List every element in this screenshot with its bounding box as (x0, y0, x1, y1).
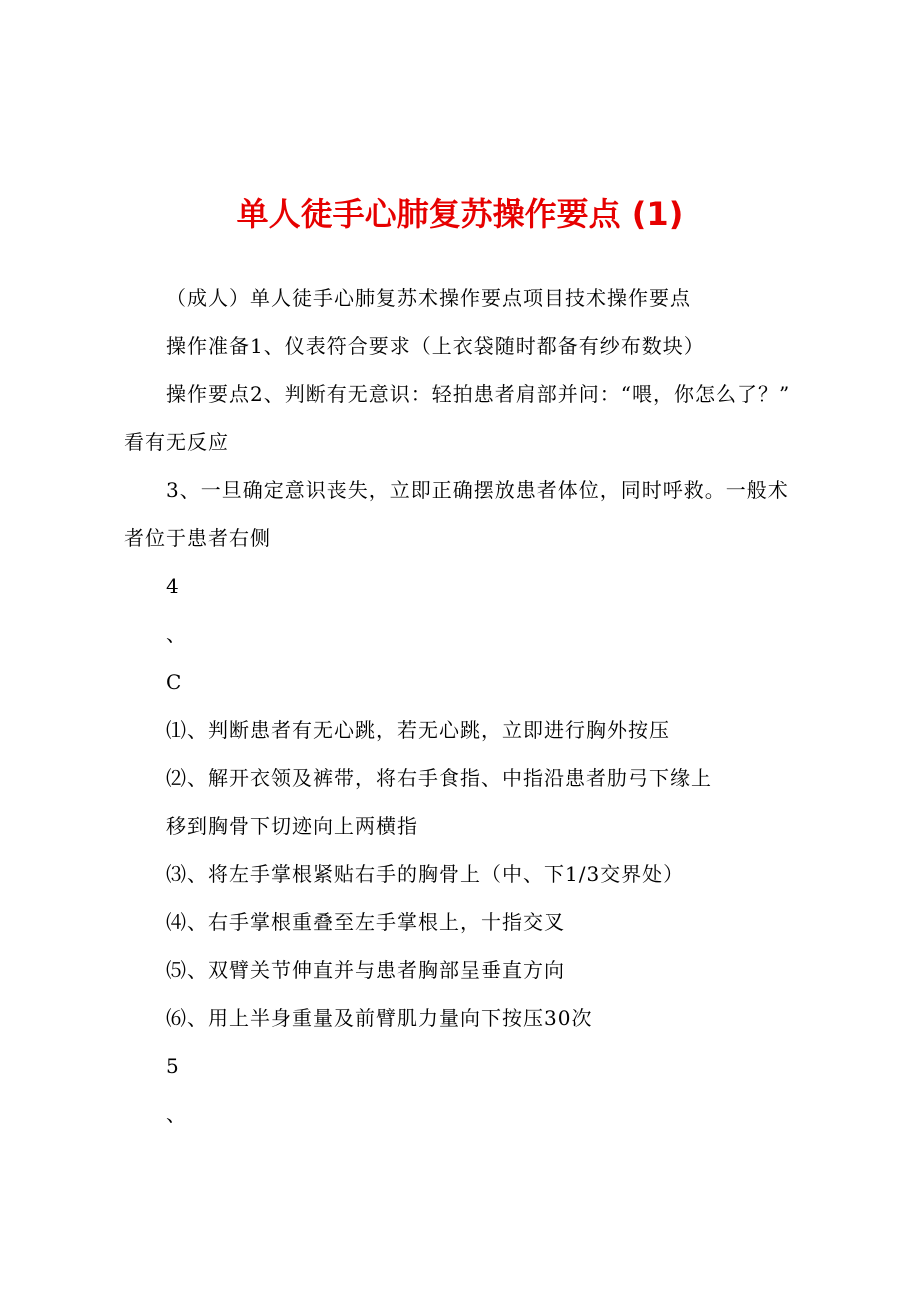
paragraph-line: 操作准备1、仪表符合要求（上衣袋随时都备有纱布数块） (166, 334, 705, 358)
paragraph-line: （成人）单人徒手心肺复苏术操作要点项目技术操作要点 (166, 286, 691, 310)
paragraph-line: ⑵、解开衣领及裤带，将右手食指、中指沿患者肋弓下缘上 (166, 766, 712, 790)
paragraph-line: 、 (166, 622, 187, 646)
paragraph-line: ⑷、右手掌根重叠至左手掌根上，十指交叉 (166, 910, 565, 934)
paragraph-line: ⑶、将左手掌根紧贴右手的胸骨上（中、下1/3交界处） (166, 862, 685, 886)
paragraph-line: 3、一旦确定意识丧失，立即正确摆放患者体位，同时呼救。一般术 (166, 478, 789, 502)
paragraph-line: 、 (166, 1102, 187, 1126)
paragraph-line: ⑸、双臂关节伸直并与患者胸部呈垂直方向 (166, 958, 565, 982)
paragraph-line: 操作要点2、判断有无意识：轻拍患者肩部并问：“喂，你怎么了？” (166, 382, 791, 406)
paragraph-line: ⑴、判断患者有无心跳，若无心跳，立即进行胸外按压 (166, 718, 670, 742)
paragraph-line: 看有无反应 (124, 430, 229, 454)
paragraph-line: C (166, 670, 183, 694)
document-title: 单人徒手心肺复苏操作要点 (1) (236, 195, 684, 233)
paragraph-line: 4 (166, 574, 180, 598)
paragraph-line: 者位于患者右侧 (124, 526, 271, 550)
paragraph-line: 5 (166, 1054, 180, 1078)
paragraph-line: 移到胸骨下切迹向上两横指 (166, 814, 418, 838)
paragraph-line: ⑹、用上半身重量及前臂肌力量向下按压30次 (166, 1006, 593, 1030)
